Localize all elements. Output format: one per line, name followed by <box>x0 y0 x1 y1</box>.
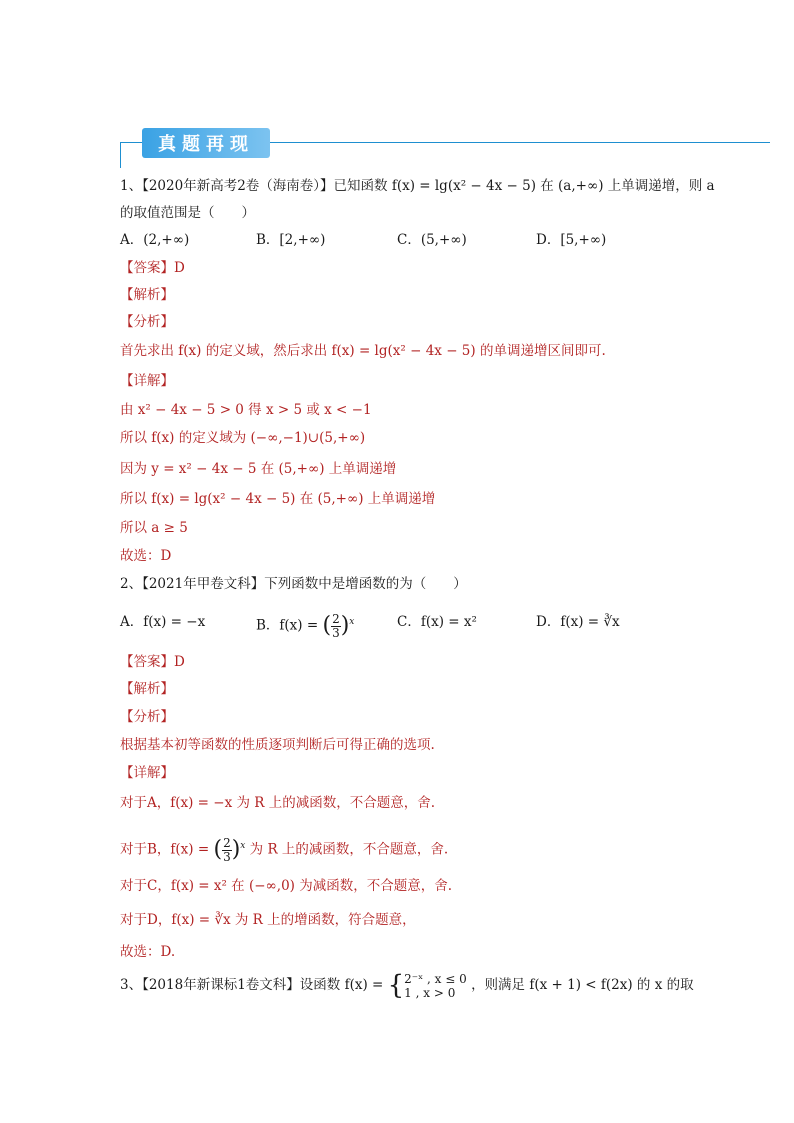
banner-box <box>142 128 270 158</box>
q1-option-c: C．(5,+∞) <box>397 232 467 248</box>
q2-choose: 故选：D. <box>120 944 176 960</box>
q2-step-b-suffix: 为 R 上的减函数，不合题意，舍. <box>249 841 449 858</box>
q2-step-b-prefix: 对于B，f(x) = <box>120 841 210 858</box>
q2-step-a: 对于A，f(x) = −x 为 R 上的减函数，不合题意，舍. <box>120 795 436 811</box>
q2-option-b-exponent: x <box>349 617 355 627</box>
q2-step-b-fraction: $\frac{2}{3}$ <box>223 835 231 864</box>
q1-step-5: 所以 a ≥ 5 <box>120 520 188 536</box>
q2-option-c: C．f(x) = x² <box>397 614 477 630</box>
q2-detail-heading: 【详解】 <box>120 765 174 781</box>
q3-stem-prefix: 3、【2018年新课标1卷文科】设函数 f(x) = <box>120 977 384 993</box>
q1-stem-line2: 的取值范围是（ ） <box>120 205 255 221</box>
q3-case-1: 2⁻ˣ , x ≤ 0 <box>404 971 467 986</box>
q1-step-2: 所以 f(x) 的定义域为 (−∞,−1)∪(5,+∞) <box>120 430 366 446</box>
q1-step-3: 因为 y = x² − 4x − 5 在 (5,+∞) 上单调递增 <box>120 461 397 477</box>
q1-option-a: A．(2,+∞) <box>120 232 190 248</box>
section-banner <box>120 128 770 168</box>
q2-step-b: 对于B，f(x) = ( $\frac{2}{3}$ )$^x$ 为 R 上的减函数，不合题意，舍. <box>120 835 449 864</box>
q1-option-d: D．[5,+∞) <box>536 232 607 248</box>
q1-fenxi-heading: 【分析】 <box>120 314 174 330</box>
q2-option-b: B．f(x) = ( $\frac{2}{3}$ )$^x$ <box>256 611 355 640</box>
q2-answer: 【答案】D <box>120 654 185 670</box>
q1-option-b: B．[2,+∞) <box>256 232 326 248</box>
q2-option-b-fraction: $\frac{2}{3}$ <box>332 611 340 640</box>
q1-step-1: 由 x² − 4x − 5 > 0 得 x > 5 或 x < −1 <box>120 402 372 418</box>
q2-option-a: A．f(x) = −x <box>120 614 206 630</box>
q1-step-6: 故选：D <box>120 548 172 564</box>
q2-step-d: 对于D，f(x) = ∛x 为 R 上的增函数，符合题意， <box>120 912 416 928</box>
q2-step-c: 对于C，f(x) = x² 在 (−∞,0) 为减函数，不合题意，舍. <box>120 878 453 894</box>
q2-analysis-heading: 【解析】 <box>120 681 174 697</box>
banner-rule-vertical <box>120 142 121 168</box>
q3-cases <box>404 972 467 1000</box>
q2-option-b-prefix: B．f(x) = <box>256 617 319 634</box>
q2-stem: 2、【2021年甲卷文科】下列函数中是增函数的为（ ） <box>120 576 467 592</box>
q1-fenxi-text: 首先求出 f(x) 的定义域，然后求出 f(x) = lg(x² − 4x − 5) 的单调递增区间即可. <box>120 343 606 359</box>
q1-stem-line1: 1、【2020年新高考2卷（海南卷）】已知函数 f(x) = lg(x² − 4x − 5) 在 (a,+∞) 上单调递增，则 a <box>120 178 715 194</box>
q1-step-4: 所以 f(x) = lg(x² − 4x − 5) 在 (5,+∞) 上单调递增 <box>120 491 436 507</box>
q1-analysis-heading: 【解析】 <box>120 287 174 303</box>
q3-case-2: 1 , x > 0 <box>404 985 456 1000</box>
q1-detail-heading: 【详解】 <box>120 373 174 389</box>
q3-stem-suffix: ，则满足 f(x + 1) < f(2x) 的 x 的取 <box>471 977 694 993</box>
q2-option-d: D．f(x) = ∛x <box>536 614 620 630</box>
q3-stem: 3、【2018年新课标1卷文科】设函数 f(x) = { 2⁻ˣ , x ≤ 0 1 , x > 0 ，则满足 f(x + 1) < f(2x) 的 x 的取 <box>120 970 694 1001</box>
q2-fenxi-heading: 【分析】 <box>120 709 174 725</box>
q2-fenxi-text: 根据基本初等函数的性质逐项判断后可得正确的选项. <box>120 737 435 753</box>
q1-answer: 【答案】D <box>120 260 185 276</box>
banner-title: 真题再现 <box>158 134 254 155</box>
